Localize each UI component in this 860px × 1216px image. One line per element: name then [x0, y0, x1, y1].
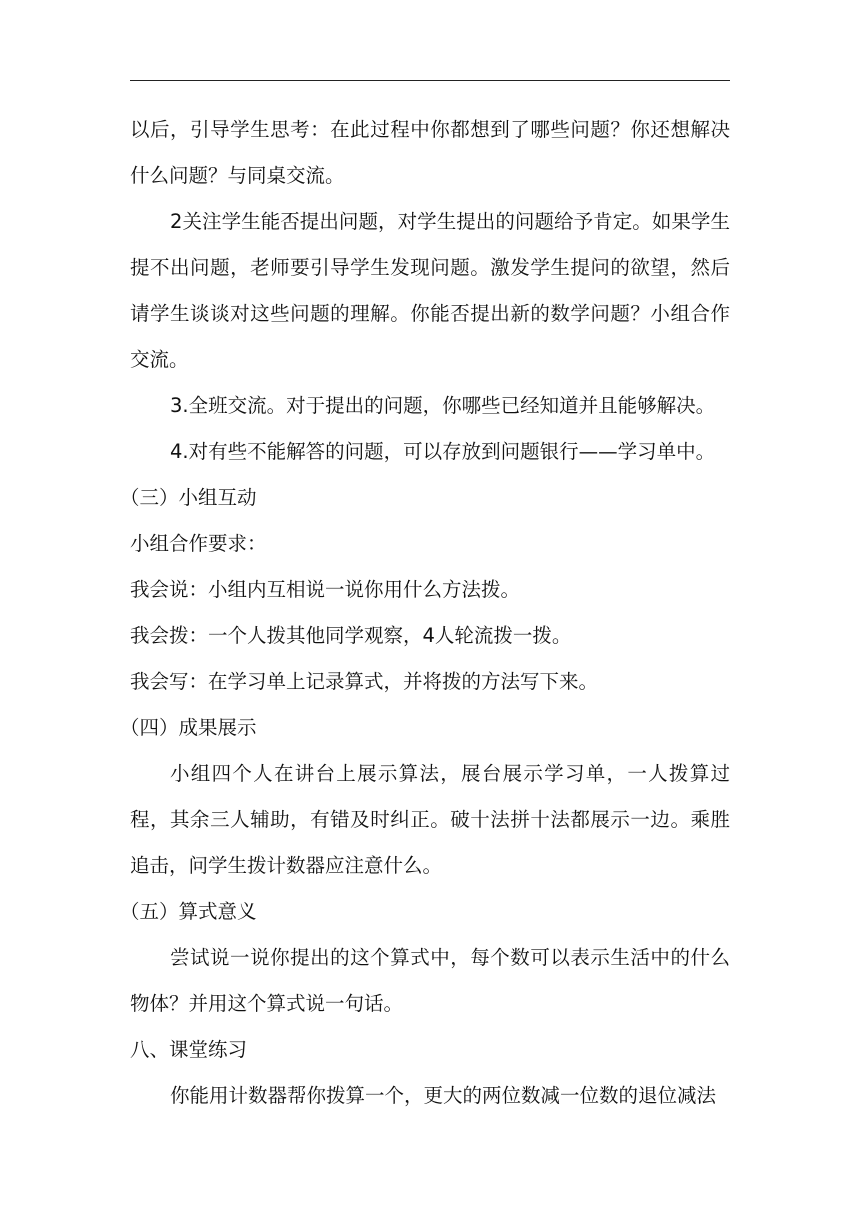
paragraph-group-requirements: 小组合作要求： [130, 532, 267, 555]
paragraph-step-2: 2关注学生能否提出问题，对学生提出的问题给予肯定。如果学生提不出问题，老师要引导学生发现问题。激发学生提问的欲望，然后请学生谈谈对这些问题的理解。你能否提出新的数学问题？小组合作交流。 [130, 210, 730, 371]
paragraph-i-can-say: 我会说：小组内互相说一说你用什么方法拨。 [130, 578, 521, 601]
paragraph-intro: 以后，引导学生思考：在此过程中你都想到了哪些问题？你还想解决什么问题？与同桌交流。 [130, 118, 730, 187]
paragraph-i-can-dial: 我会拨：一个人拨其他同学观察，4人轮流拨一拨。 [130, 624, 572, 647]
section-heading-results: （四）成果展示 [120, 716, 257, 739]
header-rule [130, 80, 730, 81]
paragraph-results-body: 小组四个人在讲台上展示算法，展台展示学习单，一人拨算过程，其余三人辅助，有错及时纠正。破十法拼十法都展示一边。乘胜追击，问学生拨计数器应注意什么。 [130, 762, 730, 877]
section-heading-classroom-practice: 八、课堂练习 [130, 1038, 248, 1061]
section-heading-group-interaction: （三）小组互动 [120, 486, 257, 509]
paragraph-practice-body: 你能用计数器帮你拨算一个，更大的两位数减一位数的退位减法 [170, 1084, 717, 1107]
paragraph-step-3: 3.全班交流。对于提出的问题，你哪些已经知道并且能够解决。 [170, 394, 716, 417]
paragraph-formula-meaning-body: 尝试说一说你提出的这个算式中，每个数可以表示生活中的什么物体？并用这个算式说一句话。 [130, 946, 730, 1015]
document-body [120, 107, 730, 1119]
section-heading-formula-meaning: （五）算式意义 [120, 900, 257, 923]
paragraph-i-can-write: 我会写：在学习单上记录算式，并将拨的方法写下来。 [130, 670, 599, 693]
paragraph-step-4: 4.对有些不能解答的问题，可以存放到问题银行——学习单中。 [170, 440, 716, 463]
